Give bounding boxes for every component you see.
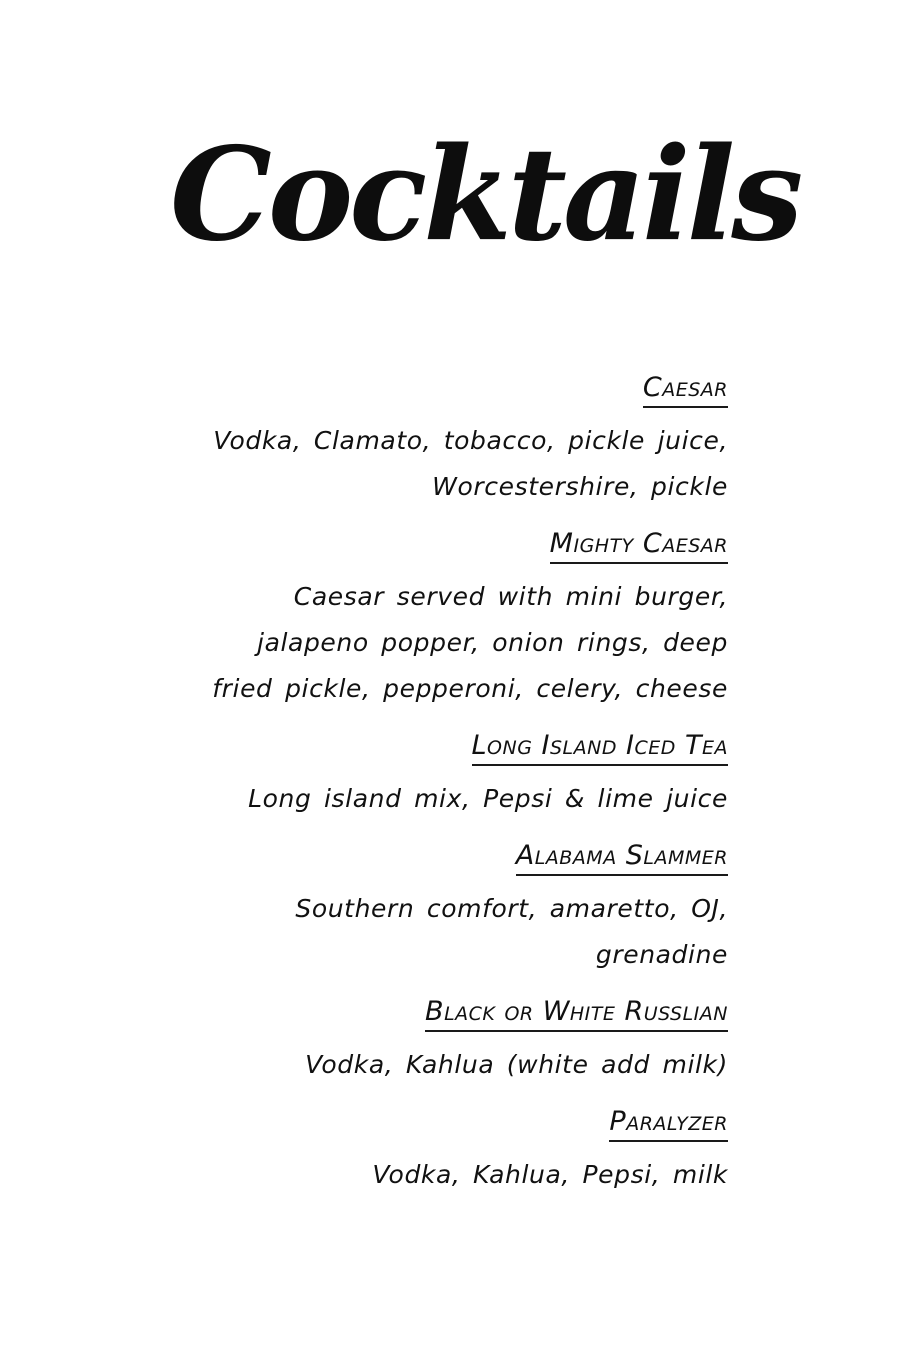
menu-item [188, 526, 728, 712]
item-description: Caesar served with mini burger, jalapeno popper, onion rings, deep fried pickle, pepperoni, celery, cheese [212, 582, 728, 703]
menu-item [188, 728, 728, 822]
item-description: Long island mix, Pepsi & lime juice [248, 784, 728, 813]
item-name: Paralyzer [609, 1104, 728, 1142]
item-name: Mighty Caesar [550, 526, 728, 564]
item-description: Vodka, Kahlua (white add milk) [305, 1050, 728, 1079]
item-name: Caesar [643, 370, 728, 408]
menu-item [188, 838, 728, 978]
menu-item [188, 1104, 728, 1198]
item-description: Vodka, Kahlua, Pepsi, milk [372, 1160, 728, 1189]
menu-item [188, 370, 728, 510]
item-description: Southern comfort, amaretto, OJ, grenadine [295, 894, 728, 969]
item-name: Black or White Russlian [425, 994, 728, 1032]
cocktail-list [188, 370, 728, 1198]
item-description: Vodka, Clamato, tobacco, pickle juice, Worcestershire, pickle [213, 426, 728, 501]
menu-item [188, 994, 728, 1088]
page-title: Cocktails [170, 120, 800, 270]
item-name: Long Island Iced Tea [472, 728, 729, 766]
item-name: Alabama Slammer [516, 838, 728, 876]
